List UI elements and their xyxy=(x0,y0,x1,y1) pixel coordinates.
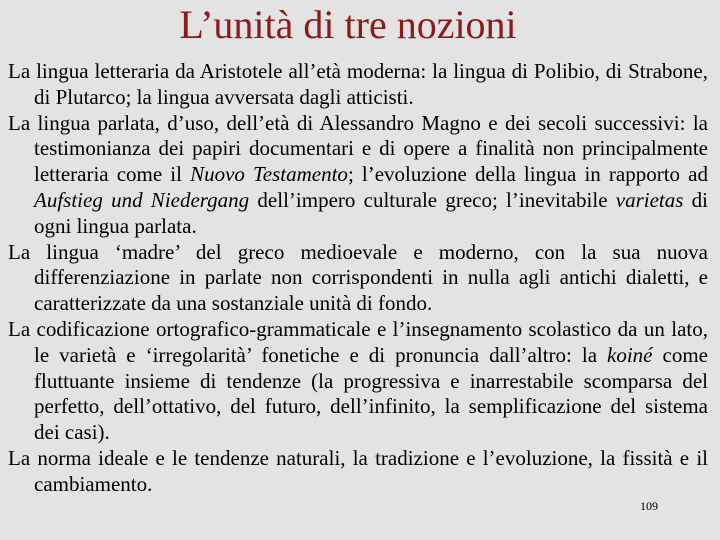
italic-term-aufstieg: Aufstieg und Niedergang xyxy=(34,187,250,212)
paragraph-spoken-language xyxy=(8,111,708,240)
italic-term-koine: koiné xyxy=(607,342,653,367)
paragraph-text: dell’impero culturale greco; l’inevitabile xyxy=(249,187,616,212)
paragraph-text: ; l’evoluzione della lingua in rapporto ad xyxy=(347,162,708,187)
page-number: 109 xyxy=(640,499,658,513)
paragraph-text: La lingua ‘madre’ del greco medioevale e moderno, con la sua nuova differenziazione in parlate non corrispondenti in nulla agli antichi dialetti, e caratterizzate da una sostanziale unità di fondo. xyxy=(8,239,708,316)
paragraph-text: come fluttuante insieme di tendenze (la progressiva e inarrestabile scomparsa del perfetto, dell’ottativo, del futuro, dell’infinito, la semplificazione del sistema dei casi). xyxy=(34,342,708,445)
paragraph-literary-language xyxy=(8,59,708,111)
paragraph-text: La norma ideale e le tendenze naturali, la tradizione e l’evoluzione, la fissità e il cambiamento. xyxy=(8,445,708,496)
slide-body xyxy=(8,59,708,498)
paragraph-text: La lingua letteraria da Aristotele all’età moderna: la lingua di Polibio, di Strabone, di Plutarco; la lingua avversata dagli atticisti. xyxy=(8,59,708,109)
paragraph-codification xyxy=(8,317,708,446)
paragraph-ideal-norm xyxy=(8,446,708,498)
paragraph-text: La codificazione ortografico-grammaticale e l’insegnamento scolastico da un lato, le varietà e ‘irregolarità’ fonetiche e di pronuncia dall’altro: la xyxy=(8,316,708,367)
italic-term-varietas: varietas xyxy=(615,187,684,212)
paragraph-text: La lingua parlata, d’uso, dell’età di Alessandro Magno e dei secoli successivi: la testimonianza dei papiri documentari e di opere a finalità non principalmente letteraria come il xyxy=(8,110,708,187)
slide-title: L’unità di tre nozioni xyxy=(179,2,517,47)
paragraph-mother-language xyxy=(8,240,708,317)
paragraph-text: di ogni lingua parlata. xyxy=(34,187,708,238)
italic-term-nuovo-testamento: Nuovo Testamento xyxy=(190,162,348,187)
